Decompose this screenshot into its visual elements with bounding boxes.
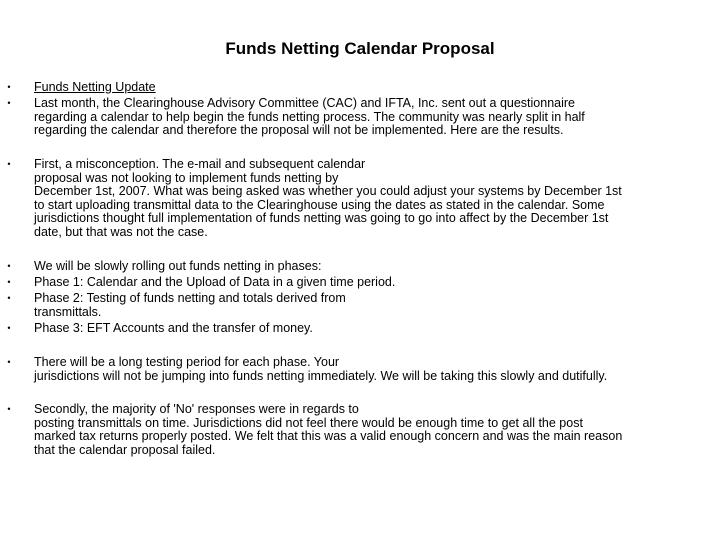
bullet-icon: • bbox=[7, 98, 11, 108]
bullet-text-line: Phase 3: EFT Accounts and the transfer of money. bbox=[34, 321, 313, 335]
bullet-text-line: December 1st, 2007. What was being asked was whether you could adjust your systems by December 1st bbox=[34, 184, 622, 199]
bullet-text-line: There will be a long testing period for each phase. Your bbox=[34, 355, 340, 369]
bullet-text-line: transmittals. bbox=[34, 304, 102, 319]
page-title: Funds Netting Calendar Proposal bbox=[225, 39, 495, 58]
bullet-text-line: to start uploading transmittal data to the Clearinghouse using the dates as stated in the calendar. Some bbox=[34, 197, 605, 212]
bullet-text-line: marked tax returns properly posted. We felt that this was a valid enough concern and was the main reason bbox=[34, 429, 623, 444]
bullet-icon: • bbox=[7, 82, 11, 92]
bullet-text-line: jurisdictions will not be jumping into funds netting immediately. We will be taking this slowly and dutifully. bbox=[34, 368, 608, 383]
bullet-icon: • bbox=[7, 277, 11, 287]
bullet-text-line: date, but that was not the case. bbox=[34, 224, 208, 239]
bullet-text-line: Phase 2: Testing of funds netting and totals derived from bbox=[34, 291, 346, 305]
bullet-icon: • bbox=[7, 261, 11, 271]
bullet-text-line: posting transmittals on time. Jurisdictions did not feel there would be enough time to get all the post bbox=[34, 415, 583, 430]
bullet-text-line: We will be slowly rolling out funds netting in phases: bbox=[34, 259, 322, 273]
bullet-text-line: Last month, the Clearinghouse Advisory Committee (CAC) and IFTA, Inc. sent out a questionnaire bbox=[34, 96, 576, 110]
bullet-text-line: regarding the calendar and therefore the proposal will not be implemented. Here are the results. bbox=[34, 123, 564, 138]
bullet-text-line: First, a misconception. The e-mail and subsequent calendar bbox=[34, 157, 366, 171]
bullet-text-line: proposal was not looking to implement funds netting by bbox=[34, 170, 339, 185]
bullet-icon: • bbox=[7, 404, 11, 414]
bullet-text-line: Secondly, the majority of 'No' responses were in regards to bbox=[34, 402, 359, 416]
bullet-text-line: regarding a calendar to help begin the funds netting process. The community was nearly split in half bbox=[34, 109, 585, 124]
bullet-text-line: Phase 1: Calendar and the Upload of Data in a given time period. bbox=[34, 275, 396, 289]
bullet-icon: • bbox=[7, 323, 11, 333]
bullet-heading: Funds Netting Update bbox=[34, 80, 156, 94]
bullet-icon: • bbox=[7, 357, 11, 367]
bullet-text-line: jurisdictions thought full implementation of funds netting was going to go into affect by the December 1st bbox=[34, 211, 609, 226]
bullet-icon: • bbox=[7, 293, 11, 303]
bullet-icon: • bbox=[7, 159, 11, 169]
bullet-text-line: that the calendar proposal failed. bbox=[34, 442, 216, 457]
